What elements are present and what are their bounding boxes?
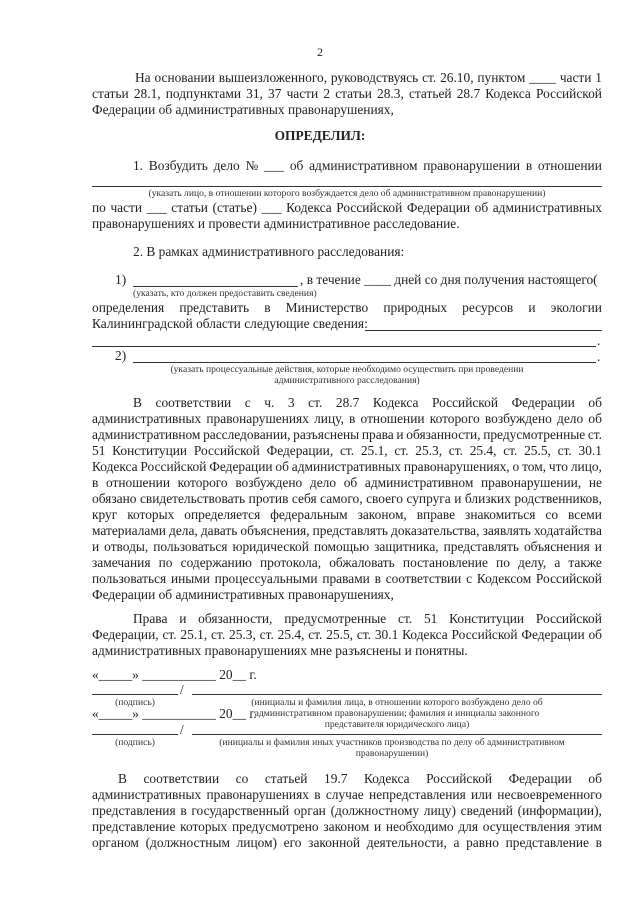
- item2-sub1-number: 1): [115, 272, 127, 287]
- item2-sub1-line-2: определения представить в Министерство природных ресурсов и экологии: [92, 300, 602, 315]
- sig1-caption-name-1: (инициалы и фамилия лица, в отношении которого возбуждено дело об: [251, 697, 543, 708]
- rights-line-12: пользоваться иными процессуальными правами в соответствии с Кодексом Российской: [92, 571, 602, 586]
- ack-line-1: Права и обязанности, предусмотренные ст. 51 Конституции Российской: [133, 611, 602, 626]
- sig2-sign-line: [92, 734, 178, 735]
- item2-sub2-number: 2): [115, 348, 127, 363]
- ack-line-2: Федерации, ст. 25.1, ст. 25.3, ст. 25.4, ст. 25.5, ст. 30.1 Кодекса Российской Федерации об: [92, 627, 602, 642]
- item2-sub2-caption-2: административного расследования): [274, 375, 420, 386]
- blank-line-info-2: [92, 346, 596, 347]
- item1-line-2: по части ___ статьи (статье) ___ Кодекса Российской Федерации об административных: [92, 200, 602, 215]
- rights-line-8: круг которых определяется федеральным законом, вправе знакомиться со всеми: [92, 507, 602, 522]
- sig1-caption-name-2: административном правонарушении; фамилия и инициалы законного: [254, 708, 540, 719]
- item1-caption: (указать лицо, в отношении которого возбуждается дело об административном правонарушении): [148, 188, 546, 199]
- rights-line-2: административных правонарушениях лицу, в отношении которого возбуждено дело об: [92, 411, 602, 426]
- blank-line-person: [92, 186, 602, 187]
- sig1-date: «_____» ___________ 20__ г.: [92, 667, 257, 682]
- item2-sub2-end: .: [597, 349, 601, 364]
- item2-title: 2. В рамках административного расследования:: [133, 244, 405, 259]
- item1-line-3: правонарушениях и провести административное расследование.: [92, 216, 460, 231]
- rights-line-13: Федерации об административных правонарушениях,: [92, 587, 394, 602]
- sig2-date: «_____» ___________ 20__ г.: [92, 706, 257, 721]
- intro-line-3: Федерации об административных правонарушениях,: [92, 102, 394, 117]
- final-line-1: В соответствии со статьей 19.7 Кодекса Российской Федерации об: [118, 771, 602, 786]
- ack-line-3: административных правонарушениях мне разъяснены и понятны.: [92, 643, 468, 658]
- sig2-caption-sign: (подпись): [115, 737, 155, 748]
- blank-line-info-1: [365, 330, 602, 331]
- sig2-caption-name-2: правонарушении): [355, 748, 429, 759]
- page-number: 2: [317, 45, 323, 59]
- sig2-caption-name-1: (инициалы и фамилия иных участников производства по делу об административном: [219, 737, 565, 748]
- sig1-name-line: [192, 694, 602, 695]
- intro-line-2: статьи 28.1, подпунктами 31, 37 части 2 статьи 28.3, статьей 28.7 Кодекса Российской: [92, 86, 602, 101]
- rights-line-5: Кодекса Российской Федерации об административных правонарушениях, о том, что лицо,: [92, 459, 602, 474]
- item1-line-1: 1. Возбудить дело № ___ об административном правонарушении в отношении: [133, 158, 602, 173]
- rights-line-9: материалами дела, давать объяснения, представлять доказательства, заявлять ходатайства: [92, 523, 602, 538]
- rights-line-6: в отношении которого возбуждено дело об административном правонарушении, не: [92, 475, 602, 490]
- final-line-2: административных правонарушениях в случае непредставления или несвоевременного: [92, 787, 602, 802]
- rights-line-11: замечания по содержанию протокола, обжаловать постановление по делу, а также: [92, 555, 602, 570]
- heading-opredelil: ОПРЕДЕЛИЛ:: [274, 128, 366, 143]
- sig2-name-line: [192, 734, 602, 735]
- item2-sub1-tail: , в течение ____ дней со дня получения настоящего(: [300, 272, 598, 287]
- sig2-slash: /: [180, 722, 184, 737]
- blank-line-actions: [133, 362, 596, 363]
- sig1-caption-name-3: представителя юридического лица): [324, 719, 470, 730]
- final-line-3: представления в государственный орган (должностному лицу) сведений (информации),: [92, 803, 602, 818]
- sig1-sign-line: [92, 694, 178, 695]
- rights-line-1: В соответствии с ч. 3 ст. 28.7 Кодекса Российской Федерации об: [133, 395, 602, 410]
- final-line-5: органом (должностным лицом) его законной деятельности, а равно представление в: [92, 835, 602, 850]
- item2-sub1-caption: (указать, кто должен предоставить сведения): [133, 288, 317, 299]
- rights-line-4: 51 Конституции Российской Федерации, ст. 25.1, ст. 25.3, ст. 25.4, ст. 25.5, ст. 30.1: [92, 443, 602, 458]
- blank-line-provider: [133, 286, 298, 287]
- intro-line-1: На основании вышеизложенного, руководствуясь ст. 26.10, пунктом ____ части 1: [135, 70, 602, 85]
- rights-line-3: административном расследовании, разъяснены права и обязанности, предусмотренные ст.: [92, 427, 602, 442]
- item2-sub1-line-3: Калининградской области следующие сведения:: [92, 316, 368, 331]
- final-line-4: представление которых предусмотрено законом и необходимо для осуществления этим: [92, 819, 602, 834]
- sig1-slash: /: [180, 682, 184, 697]
- sig1-caption-sign: (подпись): [115, 697, 155, 708]
- rights-line-7: обязано свидетельствовать против себя самого, своего супруга и близких родственников,: [92, 491, 602, 506]
- rights-line-10: и отводы, пользоваться юридической помощью защитника, представлять объяснения и: [92, 539, 602, 554]
- item2-sub2-caption-1: (указать процессуальные действия, которые необходимо осуществить при проведении: [170, 364, 524, 375]
- item2-sub1-end: .: [597, 333, 601, 348]
